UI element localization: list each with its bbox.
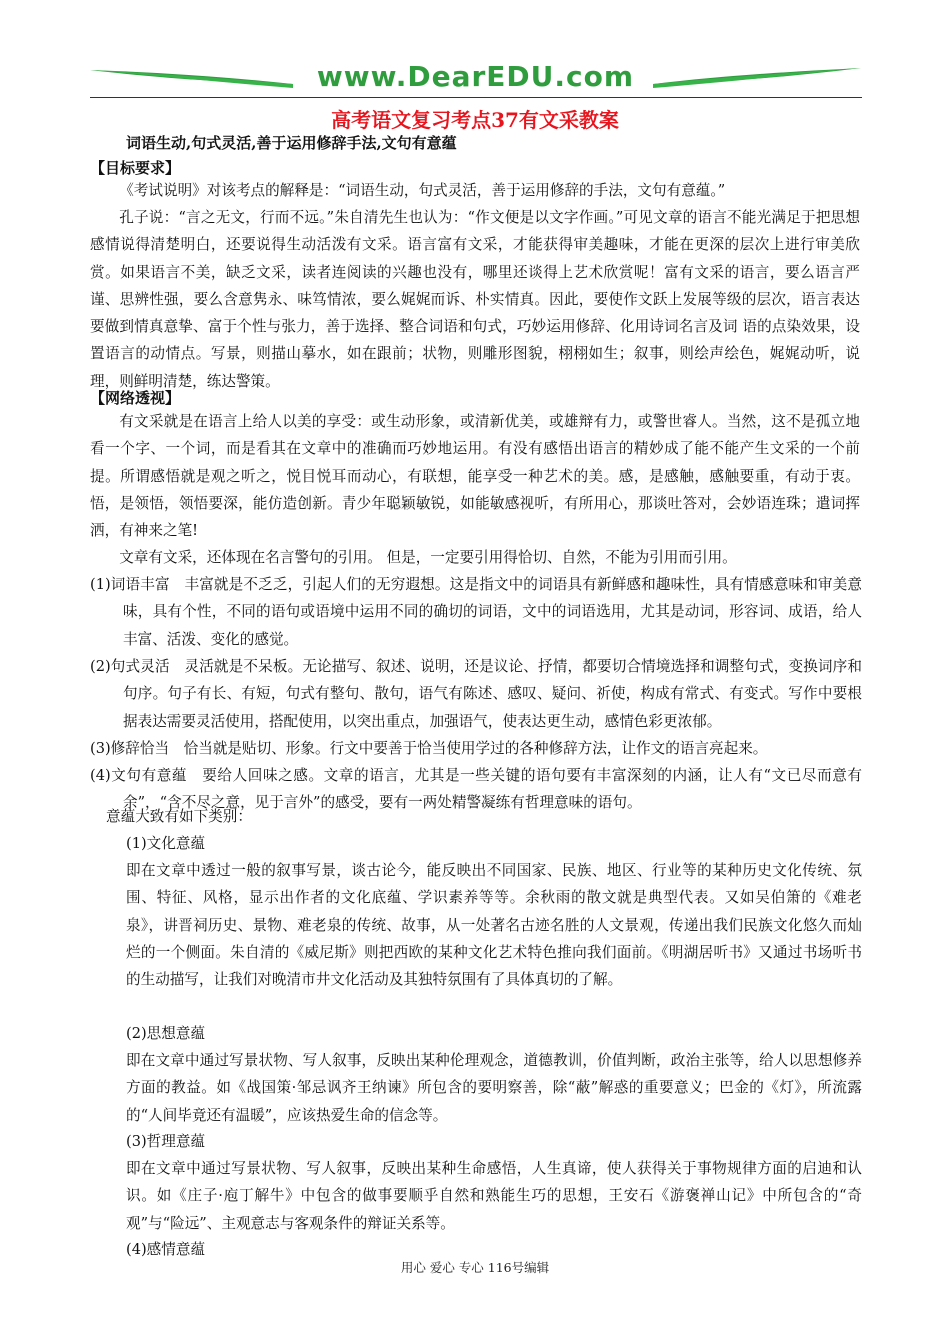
page-title: 高考语文复习考点37有文采教案 (331, 108, 619, 132)
category-text: 即在文章中透过一般的叙事写景，谈古论今，能反映出不同国家、民族、地区、行业等的某种历史文化传统、氛围、特征、风格，显示出作者的文化底蕴、学识素养等等。余秋雨的散文就是典型代表。又如吴伯箫的《难老泉》，讲晋祠历史、景物、难老泉的传统、故事，从一处著名古迹名胜的人文景观，传递出我们民族文化悠久而灿烂的一个侧面。朱自清的《威尼斯》则把西欧的某种文化艺术特色推向我们面前。《明湖居听书》又通过书场听书的生动描写，让我们对晚清市井文化活动及其独特氛围有了具体真切的了解。 (126, 862, 862, 989)
category-label: (3)哲理意蕴 (126, 1133, 206, 1150)
list-item: (4)文句有意蕴 要给人回味之感。文章的语言，尤其是一些关键的语句要有丰富深刻的内涵，让人有“文已尽而意有余”，“含不尽之意，见于言外”的感受，要有一两处精警凝练有哲理意味的语句。 (90, 767, 862, 812)
network-paragraph-1: 有文采就是在语言上给人以美的享受：或生动形象，或清新优美，或雄辩有力，或警世睿人。当然，这不是孤立地看一个字、一个词，而是看其在文章中的准确而巧妙地运用。有没有感悟出语言的精妙成了能不能产生文采的一个前提。所谓感悟就是观之听之，悦目悦耳而动心，有联想，能享受一种艺术的美。感，是感触，感触要重，有动于衷。悟，是领悟，领悟要深，能仿造创新。青少年聪颖敏锐，如能敏感视听，有所用心，那谈吐答对，会妙语连珠；遣词挥洒，有神来之笔! (90, 413, 860, 540)
categories-intro: 意蕴大致有如下类别： (106, 808, 252, 825)
list-item: (3)修辞恰当 恰当就是贴切、形象。行文中要善于恰当使用学过的各种修辞方法，让作文的语言亮起来。 (90, 740, 768, 757)
network-paragraph-2: 文章有文采，还体现在名言警句的引用。 但是，一定要引用得恰切、自然，不能为引用而引用。 (119, 549, 737, 566)
goal-paragraph-1: 《考试说明》对该考点的解释是：“词语生动，句式灵活，善于运用修辞的手法，文句有意蕴。” (119, 182, 726, 199)
site-banner (88, 62, 863, 96)
category-label: (2)思想意蕴 (126, 1025, 206, 1042)
category-text: 即在文章中通过写景状物、写人叙事，反映出某种生命感悟，人生真谛，使人获得关于事物规律方面的启迪和认识。如《庄子·庖丁解牛》中包含的做事要顺乎自然和熟能生巧的思想，王安石《游褒禅山记》中所包含的“奇观”与“险远”、主观意志与客观条件的辩证关系等。 (126, 1160, 862, 1232)
category-label: (1)文化意蕴 (126, 835, 206, 852)
site-logo[interactable]: www.DearEDU.com (316, 60, 635, 93)
list-item: (2)句式灵活 灵活就是不呆板。无论描写、叙述、说明，还是议论、抒情，都要切合情境选择和调整句式，变换词序和句序。句子有长、有短，句式有整句、散句，语气有陈述、感叹、疑问、祈使，构成有常式、有变式。写作中要根据表达需要灵活使用，搭配使用，以突出重点，加强语气，使表达更生动，感情色彩更浓郁。 (90, 658, 862, 730)
page-footer: 用心 爱心 专心 116号编辑 (400, 1260, 550, 1275)
page-subtitle: 词语生动,句式灵活,善于运用修辞手法,文句有意蕴 (126, 134, 457, 152)
section-heading-network: 【网络透视】 (90, 389, 181, 407)
list-item: (1)词语丰富 丰富就是不乏乏，引起人们的无穷遐想。这是指文中的词语具有新鲜感和趣味性，具有情感意味和审美意味，具有个性，不同的语句或语境中运用不同的确切的词语，文中的词语选用，尤其是动词，形容词、成语，给人丰富、活泼、变化的感觉。 (90, 576, 862, 648)
category-label: (4)感情意蕴 (126, 1241, 206, 1258)
section-heading-goal: 【目标要求】 (90, 159, 181, 177)
goal-paragraph-2: 孔子说：“言之无文，行而不远。”朱自清先生也认为：“作文便是以文字作画。”可见文章的语言不能光满足于把思想感情说得清楚明白，还要说得生动活泼有文采。语言富有文采，才能获得审美趣味，才能在更深的层次上进行审美欣赏。如果语言不美，缺乏文采，读者连阅读的兴趣也没有，哪里还谈得上艺术欣赏呢！富有文采的语言，要么语言严谨、思辨性强，要么含意隽永、味笃情浓，要么娓娓而诉、朴实情真。因此，要使作文跃上发展等级的层次，语言表达要做到情真意挚、富于个性与张力，善于选择、整合词语和句式，巧妙运用修辞、化用诗词名言及词 语的点染效果，设置语言的动情点。写景，则描山摹水，如在跟前；状物，则雕形图貌，栩栩如生；叙事，则绘声绘色，娓娓动听，说理，则鲜明清楚，练达警策。 (90, 209, 860, 390)
category-text: 即在文章中通过写景状物、写人叙事，反映出某种伦理观念，道德教训，价值判断，政治主张等，给人以思想修养方面的教益。如《战国策·邹忌讽齐王纳谏》所包含的要明察善，除“蔽”解惑的重要意义；巴金的《灯》，所流露的“人间毕竟还有温暖”，应该热爱生命的信念等。 (126, 1052, 862, 1124)
header-divider (90, 97, 862, 98)
